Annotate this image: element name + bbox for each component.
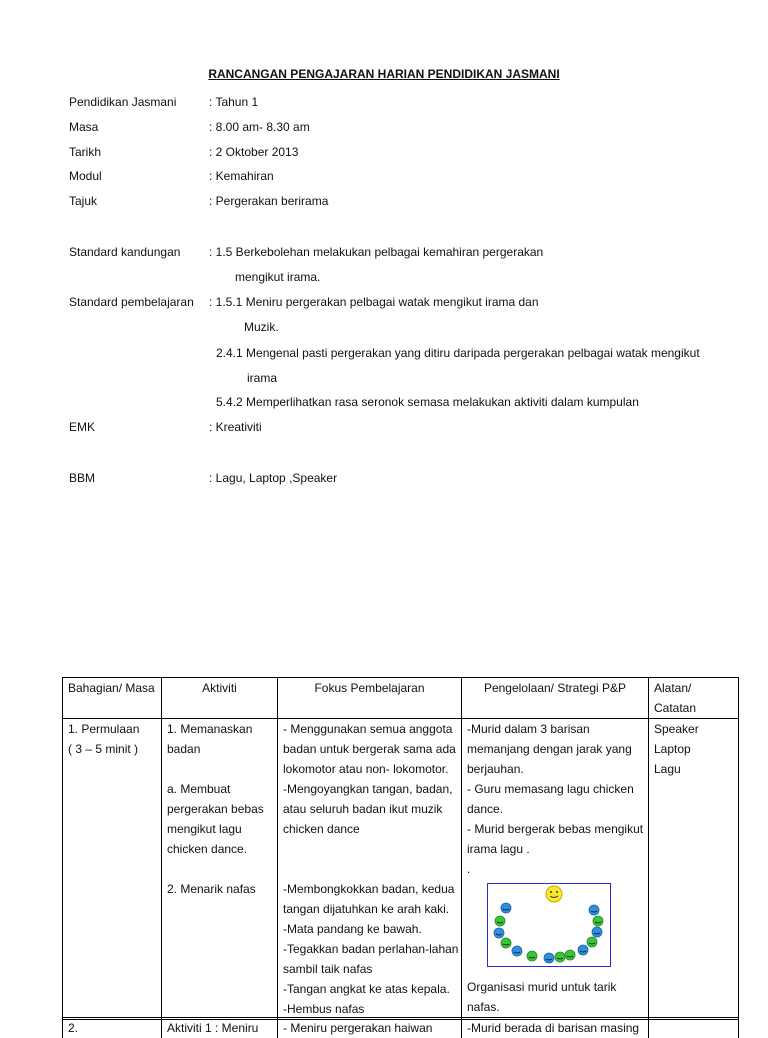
field-value-pendidikan: : Tahun 1 (209, 95, 259, 109)
field-value-tarikh: : 2 Oktober 2013 (209, 145, 299, 159)
table-row-next-partial (62, 1017, 738, 1035)
table-row (63, 719, 739, 1020)
cell-alatan: Speaker Laptop Lagu (649, 719, 739, 1020)
student-face-icon (587, 937, 597, 947)
emk-value: : Kreativiti (209, 420, 262, 434)
student-face-icon (593, 916, 603, 926)
student-face-icon (578, 945, 588, 955)
student-face-icon (494, 928, 504, 938)
cell-pengelolaan: -Murid dalam 3 barisan memanjang dengan jarak yang berjauhan. - Guru memasang lagu chicken dance. - Murid bergerak bebas mengikut irama lagu . . Organisasi murid untuk tarik nafas. (462, 719, 649, 1020)
table-header-row (63, 678, 739, 719)
field-value-tajuk: : Pergerakan berirama (209, 194, 329, 208)
student-face-icon (527, 951, 537, 961)
standard-pembelajaran-line4: irama (247, 371, 278, 385)
header-pengelolaan: Pengelolaan/ Strategi P&P (462, 678, 649, 719)
field-label-tajuk: Tajuk (69, 194, 98, 208)
field-label-masa: Masa (69, 120, 99, 134)
header-aktiviti: Aktiviti (162, 678, 278, 719)
standard-pembelajaran-label: Standard pembelajaran (69, 295, 194, 309)
next-row-bahagian: 2. (68, 1021, 79, 1035)
student-face-icon (501, 903, 511, 913)
breathing-formation-diagram (487, 883, 611, 967)
cell-fokus: - Menggunakan semua anggota badan untuk bergerak sama ada lokomotor atau non- lokomotor. -Mengoyangkan tangan, badan, atau seluruh badan ikut muzik chicken dance -Membongkokkan badan, kedua tangan dijatuhkan ke arah kaki. -Mata pandang ke bawah. -Tegakkan badan perlahan-lahan sambil taik nafas -Tangan angkat ke atas kepala. -Hembus nafas (278, 719, 462, 1020)
standard-kandungan-line2: mengikut irama. (235, 270, 321, 284)
header-alatan: Alatan/ Catatan (649, 678, 739, 719)
bbm-value: : Lagu, Laptop ,Speaker (209, 471, 338, 485)
standard-pembelajaran-line1: : 1.5.1 Meniru pergerakan pelbagai watak mengikut irama dan (209, 295, 539, 309)
cell-aktiviti: 1. Memanaskan badan a. Membuat pergerakan bebas mengikut lagu chicken dance. 2. Menarik nafas (162, 719, 278, 1020)
field-value-masa: : 8.00 am- 8.30 am (209, 120, 310, 134)
cell-bahagian: 1. Permulaan ( 3 – 5 minit ) (63, 719, 162, 1020)
student-face-icon (544, 953, 554, 963)
standard-pembelajaran-line2: Muzik. (244, 320, 279, 334)
smiley-face-icon-teacher (546, 886, 562, 902)
field-value-modul: : Kemahiran (209, 169, 274, 183)
standard-pembelajaran-line3: 2.4.1 Mengenal pasti pergerakan yang ditiru daripada pergerakan pelbagai watak mengikut (216, 346, 700, 360)
student-face-icon (592, 927, 602, 937)
student-face-icon (589, 905, 599, 915)
student-face-icon (495, 916, 505, 926)
document-title: RANCANGAN PENGAJARAN HARIAN PENDIDIKAN JASMANI (208, 67, 560, 81)
next-row-aktiviti: Aktiviti 1 : Meniru (167, 1021, 259, 1035)
bbm-label: BBM (69, 471, 96, 485)
field-label-pendidikan: Pendidikan Jasmani (69, 95, 177, 109)
student-face-icon (501, 938, 511, 948)
standard-pembelajaran-line5: 5.4.2 Memperlihatkan rasa seronok semasa melakukan aktiviti dalam kumpulan (216, 395, 639, 409)
field-label-modul: Modul (69, 169, 102, 183)
lesson-table (62, 677, 739, 1020)
formation-svg (488, 884, 610, 966)
header-bahagian: Bahagian/ Masa (63, 678, 162, 719)
field-label-tarikh: Tarikh (69, 145, 102, 159)
student-face-icon (512, 946, 522, 956)
lesson-table-wrap (62, 677, 739, 1020)
next-row-pengelolaan: -Murid berada di barisan masing (467, 1021, 640, 1035)
standard-kandungan-label: Standard kandungan (69, 245, 181, 259)
standard-kandungan-line1: : 1.5 Berkebolehan melakukan pelbagai kemahiran pergerakan (209, 245, 544, 259)
student-face-icon (555, 952, 565, 962)
student-face-icon (565, 950, 575, 960)
emk-label: EMK (69, 420, 96, 434)
next-row-fokus: - Meniru pergerakan haiwan (283, 1021, 433, 1035)
header-fokus: Fokus Pembelajaran (278, 678, 462, 719)
